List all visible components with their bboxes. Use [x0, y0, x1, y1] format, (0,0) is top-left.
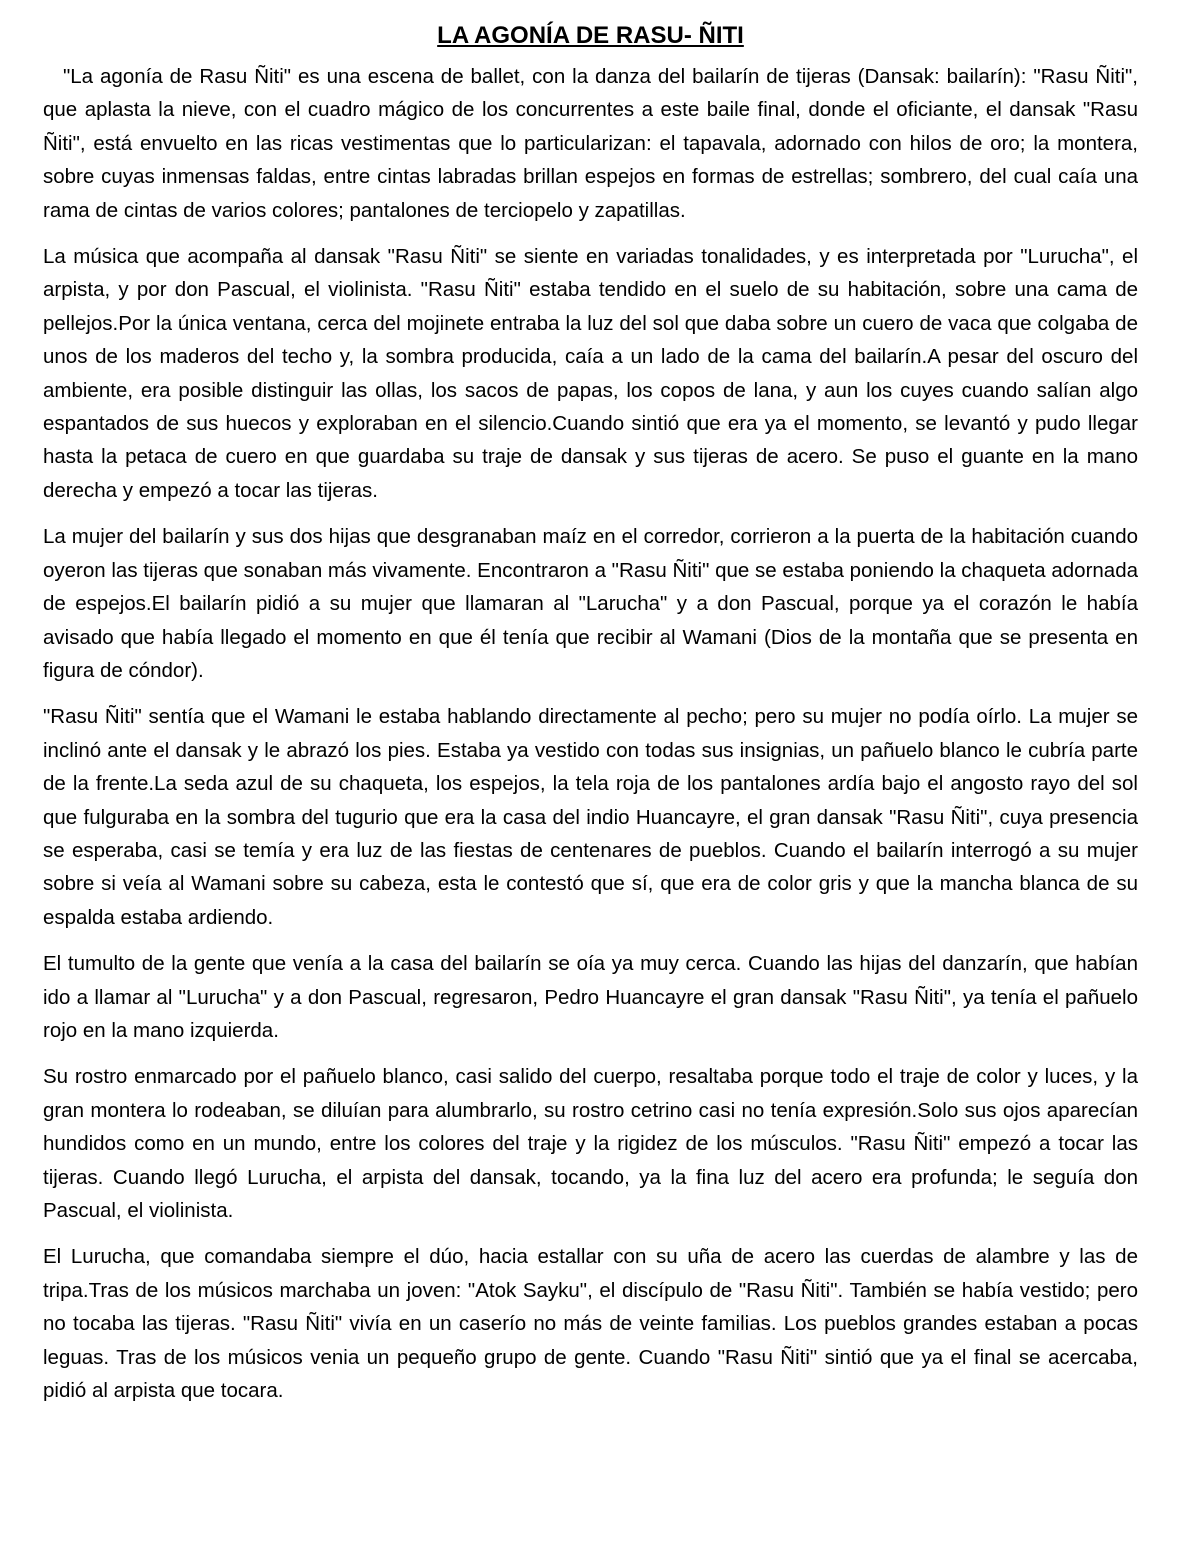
paragraph-5: El tumulto de la gente que venía a la casa del bailarín se oía ya muy cerca. Cuando las hijas del danzarín, que habían ido a llamar al "Lurucha" y a don Pascual, regresaron, Pedro Huancayre el gran dansak "Rasu Ñiti", ya tenía el pañuelo rojo en la mano izquierda.: [43, 952, 1138, 1042]
paragraph-6: Su rostro enmarcado por el pañuelo blanco, casi salido del cuerpo, resaltaba porque todo el traje de color y luces, y la gran montera lo rodeaban, se diluían para alumbrarlo, su rostro cetrino casi no tenía expresión.Solo sus ojos aparecían hundidos como en un mundo, entre los colores del traje y la rigidez de los músculos. "Rasu Ñiti" empezó a tocar las tijeras. Cuando llegó Lurucha, el arpista del dansak, tocando, ya la fina luz del acero era profunda; le seguía don Pascual, el violinista.: [43, 1065, 1138, 1222]
paragraph-4: "Rasu Ñiti" sentía que el Wamani le estaba hablando directamente al pecho; pero su mujer no podía oírlo. La mujer se inclinó ante el dansak y le abrazó los pies. Estaba ya vestido con todas sus insignias, un pañuelo blanco le cubría parte de la frente.La seda azul de su chaqueta, los espejos, la tela roja de los pantalones ardía bajo el angosto rayo del sol que fulguraba en la sombra del tugurio que era la casa del indio Huancayre, el gran dansak "Rasu Ñiti", cuya presencia se esperaba, casi se temía y era luz de las fiestas de centenares de pueblos. Cuando el bailarín interrogó a su mujer sobre si veía al Wamani sobre su cabeza, esta le contestó que sí, que era de color gris y que la mancha blanca de su espalda estaba ardiendo.: [43, 705, 1138, 929]
document-title: LA AGONÍA DE RASU- ÑITI: [437, 22, 744, 49]
paragraph-2: La música que acompaña al dansak "Rasu Ñiti" se siente en variadas tonalidades, y es interpretada por "Lurucha", el arpista, y por don Pascual, el violinista. "Rasu Ñiti" estaba tendido en el suelo de su habitación, sobre una cama de pellejos.Por la única ventana, cerca del mojinete entraba la luz del sol que daba sobre un cuero de vaca que colgaba de unos de los maderos del techo y, la sombra producida, caía a un lado de la cama del bailarín.A pesar del oscuro del ambiente, era posible distinguir las ollas, los sacos de papas, los copos de lana, y aun los cuyes cuando salían algo espantados de sus huecos y exploraban en el silencio.Cuando sintió que era ya el momento, se levantó y pudo llegar hasta la petaca de cuero en que guardaba su traje de dansak y sus tijeras de acero. Se puso el guante en la mano derecha y empezó a tocar las tijeras.: [43, 245, 1138, 502]
paragraph-7: El Lurucha, que comandaba siempre el dúo, hacia estallar con su uña de acero las cuerdas de alambre y las de tripa.Tras de los músicos marchaba un joven: "Atok Sayku", el discípulo de "Rasu Ñiti". También se había vestido; pero no tocaba las tijeras. "Rasu Ñiti" vivía en un caserío no más de veinte familias. Los pueblos grandes estaban a pocas leguas. Tras de los músicos venia un pequeño grupo de gente. Cuando "Rasu Ñiti" sintió que ya el final se acercaba, pidió al arpista que tocara.: [43, 1245, 1138, 1403]
paragraph-3: La mujer del bailarín y sus dos hijas que desgranaban maíz en el corredor, corrieron a la puerta de la habitación cuando oyeron las tijeras que sonaban más vivamente. Encontraron a "Rasu Ñiti" que se estaba poniendo la chaqueta adornada de espejos.El bailarín pidió a su mujer que llamaran al "Larucha" y a don Pascual, porque ya el corazón le había avisado que había llegado el momento en que él tenía que recibir al Wamani (Dios de la montaña que se presenta en figura de cóndor).: [43, 525, 1138, 682]
paragraph-1: "La agonía de Rasu Ñiti" es una escena de ballet, con la danza del bailarín de tijeras (Dansak: bailarín): "Rasu Ñiti", que aplasta la nieve, con el cuadro mágico de los concurrentes a este baile final, donde el oficiante, el dansak "Rasu Ñiti", está envuelto en las ricas vestimentas que lo particularizan: el tapavala, adornado con hilos de oro; la montera, sobre cuyas inmensas faldas, entre cintas labradas brillan espejos en formas de estrellas; sombrero, del cual caía una rama de cintas de varios colores; pantalones de terciopelo y zapatillas.: [43, 65, 1138, 222]
